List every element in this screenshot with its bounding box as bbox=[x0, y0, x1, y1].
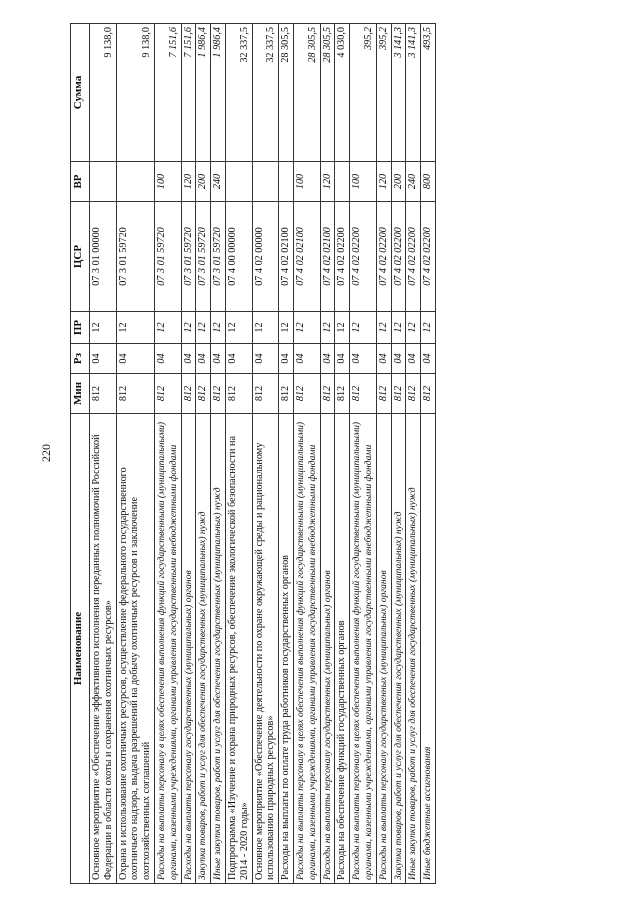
row-csr-cell: 07 4 02 02200 bbox=[376, 202, 391, 312]
page-number: 220 bbox=[39, 444, 53, 462]
row-name-cell: Подпрограмма «Изучение и охрана природных ресурсов, обеспечение экологической безопасности на 2014 - 2020 годы» bbox=[225, 414, 252, 884]
row-csr-cell: 07 4 02 02200 bbox=[350, 202, 377, 312]
header-csr: ЦСР bbox=[71, 202, 90, 312]
table-row bbox=[406, 24, 421, 884]
table-row bbox=[225, 24, 252, 884]
row-csr-cell: 07 4 02 02100 bbox=[279, 202, 294, 312]
row-csr-cell: 07 4 02 00000 bbox=[252, 202, 279, 312]
header-vr: ВР bbox=[71, 162, 90, 202]
row-name-cell: Иные закупки товаров, работ и услуг для обеспечения государственных (муниципальных) нужд bbox=[211, 414, 226, 884]
row-sum-cell: 395,2 bbox=[350, 24, 377, 162]
row-vr-cell: 120 bbox=[181, 162, 196, 202]
table-row bbox=[279, 24, 294, 884]
row-rz-cell: 04 bbox=[320, 344, 335, 374]
row-vr-cell: 100 bbox=[293, 162, 320, 202]
row-min-cell: 812 bbox=[225, 374, 252, 414]
row-name-cell: Закупка товаров, работ и услуг для обеспечения государственных (муниципальных) нужд bbox=[391, 414, 406, 884]
row-pr-cell: 12 bbox=[391, 312, 406, 344]
row-min-cell: 812 bbox=[421, 374, 436, 414]
row-vr-cell: 120 bbox=[320, 162, 335, 202]
row-name-cell: Расходы на выплаты персоналу в целях обеспечения выполнения функций государственными (муниципальными) органами, казенными учреждениями, органами управления государственными внебюджетными фондами bbox=[293, 414, 320, 884]
row-sum-cell: 28 305,5 bbox=[279, 24, 294, 162]
table-row bbox=[196, 24, 211, 884]
row-csr-cell: 07 4 02 02200 bbox=[391, 202, 406, 312]
row-name-cell: Основное мероприятие «Обеспечение эффективного исполнения переданных полномочий Российской Федерации в области охоты и сохранения охотничьих ресурсов» bbox=[90, 414, 117, 884]
row-csr-cell: 07 3 01 59720 bbox=[211, 202, 226, 312]
row-pr-cell: 12 bbox=[406, 312, 421, 344]
row-csr-cell: 07 3 01 59720 bbox=[196, 202, 211, 312]
row-pr-cell: 12 bbox=[90, 312, 117, 344]
table-row bbox=[335, 24, 350, 884]
header-min: Мин bbox=[71, 374, 90, 414]
row-csr-cell: 07 3 01 00000 bbox=[90, 202, 117, 312]
row-name-cell: Расходы на выплаты персоналу в целях обеспечения выполнения функций государственными (муниципальными) органами, казенными учреждениями, органами управления государственными внебюджетными фондами bbox=[154, 414, 181, 884]
row-csr-cell: 07 4 02 02200 bbox=[421, 202, 436, 312]
row-vr-cell: 240 bbox=[211, 162, 226, 202]
row-rz-cell: 04 bbox=[154, 344, 181, 374]
row-name-cell: Расходы на выплаты персоналу государственных (муниципальных) органов bbox=[320, 414, 335, 884]
row-min-cell: 812 bbox=[391, 374, 406, 414]
row-pr-cell: 12 bbox=[279, 312, 294, 344]
row-name-cell: Основное мероприятие «Обеспечение деятельности по охране окружающей среды и рациональному использованию природных ресурсов» bbox=[252, 414, 279, 884]
row-csr-cell: 07 4 00 00000 bbox=[225, 202, 252, 312]
row-vr-cell: 240 bbox=[406, 162, 421, 202]
row-rz-cell: 04 bbox=[293, 344, 320, 374]
row-pr-cell: 12 bbox=[181, 312, 196, 344]
row-pr-cell: 12 bbox=[211, 312, 226, 344]
table-row bbox=[90, 24, 117, 884]
row-name-cell: Расходы на обеспечение функций государственных органов bbox=[335, 414, 350, 884]
row-rz-cell: 04 bbox=[211, 344, 226, 374]
row-sum-cell: 395,2 bbox=[376, 24, 391, 162]
row-rz-cell: 04 bbox=[406, 344, 421, 374]
row-min-cell: 812 bbox=[350, 374, 377, 414]
table-row bbox=[376, 24, 391, 884]
table-row bbox=[116, 24, 154, 884]
row-vr-cell bbox=[335, 162, 350, 202]
row-vr-cell bbox=[225, 162, 252, 202]
row-rz-cell: 04 bbox=[376, 344, 391, 374]
row-sum-cell: 7 151,6 bbox=[181, 24, 196, 162]
row-pr-cell: 12 bbox=[196, 312, 211, 344]
row-rz-cell: 04 bbox=[391, 344, 406, 374]
row-sum-cell: 1 986,4 bbox=[211, 24, 226, 162]
table-row bbox=[252, 24, 279, 884]
row-sum-cell: 7 151,6 bbox=[154, 24, 181, 162]
row-min-cell: 812 bbox=[279, 374, 294, 414]
row-name-cell: Расходы на выплаты персоналу государственных (муниципальных) органов bbox=[376, 414, 391, 884]
row-rz-cell: 04 bbox=[225, 344, 252, 374]
row-min-cell: 812 bbox=[335, 374, 350, 414]
row-min-cell: 812 bbox=[252, 374, 279, 414]
row-rz-cell: 04 bbox=[90, 344, 117, 374]
row-sum-cell: 3 141,3 bbox=[406, 24, 421, 162]
table-row bbox=[181, 24, 196, 884]
row-vr-cell bbox=[279, 162, 294, 202]
header-rz: Рз bbox=[71, 344, 90, 374]
row-csr-cell: 07 4 02 02100 bbox=[320, 202, 335, 312]
row-name-cell: Расходы на выплаты персоналу в целях обеспечения выполнения функций государственными (муниципальными) органами, казенными учреждениями, органами управления государственными внебюджетными фондами bbox=[350, 414, 377, 884]
table-row bbox=[421, 24, 436, 884]
row-vr-cell bbox=[90, 162, 117, 202]
row-min-cell: 812 bbox=[406, 374, 421, 414]
row-sum-cell: 493,5 bbox=[421, 24, 436, 162]
header-pr: ПР bbox=[71, 312, 90, 344]
row-vr-cell: 200 bbox=[391, 162, 406, 202]
row-pr-cell: 12 bbox=[421, 312, 436, 344]
row-pr-cell: 12 bbox=[116, 312, 154, 344]
row-name-cell: Закупка товаров, работ и услуг для обеспечения государственных (муниципальных) нужд bbox=[196, 414, 211, 884]
row-sum-cell: 4 030,0 bbox=[335, 24, 350, 162]
row-vr-cell: 100 bbox=[154, 162, 181, 202]
row-pr-cell: 12 bbox=[225, 312, 252, 344]
row-min-cell: 812 bbox=[154, 374, 181, 414]
row-name-cell: Иные закупки товаров, работ и услуг для обеспечения государственных (муниципальных) нужд bbox=[406, 414, 421, 884]
row-pr-cell: 12 bbox=[376, 312, 391, 344]
table-row bbox=[320, 24, 335, 884]
row-sum-cell: 9 138,0 bbox=[90, 24, 117, 162]
row-min-cell: 812 bbox=[90, 374, 117, 414]
header-sum: Сумма bbox=[71, 24, 90, 162]
row-csr-cell: 07 4 02 02200 bbox=[406, 202, 421, 312]
table-row bbox=[154, 24, 181, 884]
row-vr-cell: 120 bbox=[376, 162, 391, 202]
row-vr-cell: 100 bbox=[350, 162, 377, 202]
row-csr-cell: 07 3 01 59720 bbox=[181, 202, 196, 312]
row-name-cell: Иные бюджетные ассигнования bbox=[421, 414, 436, 884]
row-min-cell: 812 bbox=[196, 374, 211, 414]
row-rz-cell: 04 bbox=[181, 344, 196, 374]
row-name-cell: Расходы на выплаты по оплате труда работников государственных органов bbox=[279, 414, 294, 884]
row-rz-cell: 04 bbox=[350, 344, 377, 374]
row-pr-cell: 12 bbox=[335, 312, 350, 344]
row-csr-cell: 07 4 02 02100 bbox=[293, 202, 320, 312]
row-pr-cell: 12 bbox=[154, 312, 181, 344]
row-min-cell: 812 bbox=[293, 374, 320, 414]
table-row bbox=[293, 24, 320, 884]
row-sum-cell: 32 337,5 bbox=[252, 24, 279, 162]
row-sum-cell: 1 986,4 bbox=[196, 24, 211, 162]
row-name-cell: Охрана и использование охотничьих ресурсов, осуществление федерального государственного охотничьего надзора, выдача разрешений на добычу охотничьих ресурсов и заключение охотхозяйственных соглашений bbox=[116, 414, 154, 884]
row-rz-cell: 04 bbox=[335, 344, 350, 374]
row-pr-cell: 12 bbox=[320, 312, 335, 344]
row-min-cell: 812 bbox=[116, 374, 154, 414]
row-rz-cell: 04 bbox=[196, 344, 211, 374]
row-min-cell: 812 bbox=[320, 374, 335, 414]
row-rz-cell: 04 bbox=[116, 344, 154, 374]
row-min-cell: 812 bbox=[181, 374, 196, 414]
row-csr-cell: 07 4 02 02200 bbox=[335, 202, 350, 312]
row-rz-cell: 04 bbox=[279, 344, 294, 374]
row-sum-cell: 28 305,5 bbox=[293, 24, 320, 162]
header-name: Наименование bbox=[71, 414, 90, 884]
row-pr-cell: 12 bbox=[350, 312, 377, 344]
row-csr-cell: 07 3 01 59720 bbox=[116, 202, 154, 312]
table-row bbox=[350, 24, 377, 884]
row-name-cell: Расходы на выплаты персоналу государственных (муниципальных) органов bbox=[181, 414, 196, 884]
row-min-cell: 812 bbox=[211, 374, 226, 414]
row-sum-cell: 28 305,5 bbox=[320, 24, 335, 162]
table-row bbox=[391, 24, 406, 884]
row-vr-cell: 800 bbox=[421, 162, 436, 202]
table-row bbox=[211, 24, 226, 884]
row-sum-cell: 9 138,0 bbox=[116, 24, 154, 162]
row-pr-cell: 12 bbox=[252, 312, 279, 344]
row-sum-cell: 32 337,5 bbox=[225, 24, 252, 162]
row-pr-cell: 12 bbox=[293, 312, 320, 344]
header-row bbox=[71, 24, 90, 884]
budget-table bbox=[70, 23, 436, 884]
row-vr-cell: 200 bbox=[196, 162, 211, 202]
row-min-cell: 812 bbox=[376, 374, 391, 414]
row-rz-cell: 04 bbox=[252, 344, 279, 374]
budget-table-container bbox=[70, 24, 594, 884]
row-sum-cell: 3 141,3 bbox=[391, 24, 406, 162]
row-rz-cell: 04 bbox=[421, 344, 436, 374]
row-vr-cell bbox=[116, 162, 154, 202]
row-csr-cell: 07 3 01 59720 bbox=[154, 202, 181, 312]
row-vr-cell bbox=[252, 162, 279, 202]
